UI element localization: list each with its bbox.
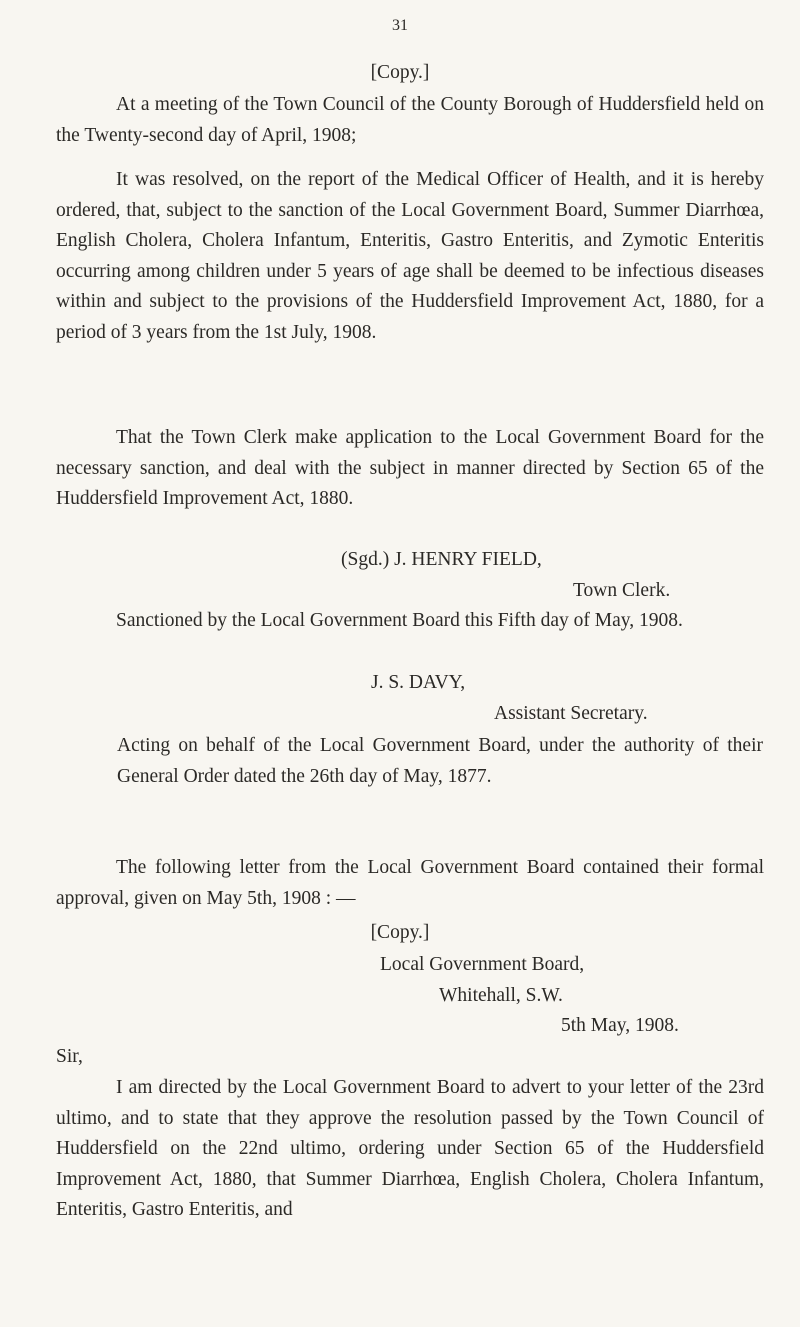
- following-letter-paragraph: The following letter from the Local Government Board contained their formal approval, given on May 5th, 1908 : —: [56, 857, 764, 909]
- acting-on-behalf-paragraph: Acting on behalf of the Local Government Board, under the authority of their General Order dated the 26th day of May, 1877.: [117, 735, 763, 787]
- signature-town-clerk-name: (Sgd.) J. HENRY FIELD,: [341, 549, 542, 570]
- signature-town-clerk-title: Town Clerk.: [573, 580, 671, 601]
- letter-date: 5th May, 1908.: [561, 1015, 679, 1036]
- copy-heading: [Copy.]: [370, 62, 430, 83]
- letter-organisation: Local Government Board,: [380, 954, 585, 975]
- letter-body-paragraph: I am directed by the Local Government Board to advert to your letter of the 23rd ultimo, and to state that they approve the resolution passed by the Town Council of Huddersfield on the 22nd ultimo, ordering under Section 65 of the Huddersfield Improvement Act, 1880, that Summer Diarrhœa, English Cholera, Cholera Infantum, Enteritis, Gastro Enteritis, and: [56, 1077, 764, 1221]
- town-clerk-paragraph: That the Town Clerk make application to the Local Government Board for the necessary sanction, and deal with the subject in manner directed by Section 65 of the Huddersfield Improvement Act, 1880.: [56, 427, 764, 510]
- copy-heading-letter: [Copy.]: [370, 922, 430, 943]
- signature-secretary-name: J. S. DAVY,: [371, 672, 466, 693]
- signature-secretary-title: Assistant Secretary.: [494, 703, 648, 724]
- meeting-paragraph: At a meeting of the Town Council of the County Borough of Huddersfield held on the Twenty-second day of April, 1908;: [56, 94, 764, 146]
- letter-salutation: Sir,: [56, 1046, 83, 1067]
- page-number: 31: [392, 17, 408, 34]
- letter-address: Whitehall, S.W.: [439, 985, 563, 1006]
- sanctioned-paragraph: Sanctioned by the Local Government Board this Fifth day of May, 1908.: [116, 610, 683, 631]
- resolution-paragraph: It was resolved, on the report of the Medical Officer of Health, and it is hereby ordered, that, subject to the sanction of the Local Government Board, Summer Diarrhœa, English Cholera, Cholera Infantum, Enteritis, Gastro Enteritis, and Zymotic Enteritis occurring among children under 5 years of age shall be deemed to be infectious diseases within and subject to the provisions of the Huddersfield Improvement Act, 1880, for a period of 3 years from the 1st July, 1908.: [56, 169, 764, 343]
